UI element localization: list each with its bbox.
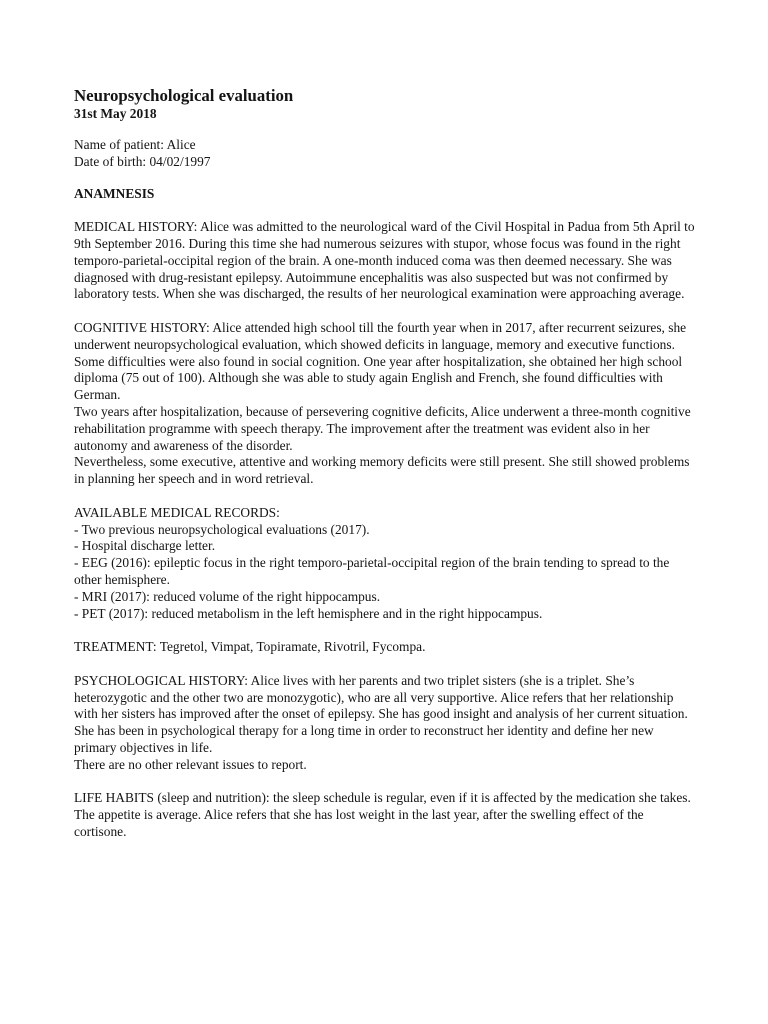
cognitive-history-paragraph: Two years after hospitalization, because of persevering cognitive deficits, Alice underwent a three-month cognitive rehabilitation programme with speech therapy. The improvement after the treatment was evident also in her autonomy and awareness of the disorder. [74,403,691,453]
treatment-paragraph: TREATMENT: Tegretol, Vimpat, Topiramate, Rivotril, Fycompa. [74,639,426,655]
psychological-history-section [74,673,698,774]
psychological-history-paragraph: There are no other relevant issues to report. [74,756,307,772]
medical-records-heading: AVAILABLE MEDICAL RECORDS: [74,504,280,520]
medical-record-item: - Hospital discharge letter. [74,538,216,554]
document-title: Neuropsychological evaluation [74,86,294,105]
medical-records-section [74,505,698,623]
cognitive-history-paragraph: Nevertheless, some executive, attentive and working memory deficits were still present. She still showed problems in planning her speech and in word retrieval. [74,454,690,487]
medical-records-list [74,522,698,623]
medical-history-paragraph: MEDICAL HISTORY: Alice was admitted to the neurological ward of the Civil Hospital in Padua from 5th April to 9th September 2016. During this time she had numerous seizures with stupor, whose focus was found in the right temporo-parietal-occipital region of the brain. A one-month induced coma was then deemed necessary. She was diagnosed with drug-resistant epilepsy. Autoimmune encephalitis was also suspected but was not confirmed by laboratory tests. When she was discharged, the results of her neurological examination were approaching average. [74,219,695,302]
life-habits-paragraph: LIFE HABITS (sleep and nutrition): the sleep schedule is regular, even if it is affected by the medication she takes. The appetite is average. Alice refers that she has lost weight in the last year, after the swelling effect of the cortisone. [74,790,691,839]
medical-history-section [74,219,698,303]
date-of-birth: Date of birth: 04/02/1997 [74,153,211,169]
medical-record-item: - MRI (2017): reduced volume of the right hippocampus. [74,588,381,604]
document-date: 31st May 2018 [74,106,157,121]
medical-record-item: - EEG (2016): epileptic focus in the right temporo-parietal-occipital region of the brain tending to spread to the other hemisphere. [74,555,670,587]
medical-record-item: - PET (2017): reduced metabolism in the left hemisphere and in the right hippocampus. [74,605,543,621]
treatment-section [74,639,698,656]
life-habits-section [74,790,698,840]
document-page [74,86,698,857]
medical-record-item: - Two previous neuropsychological evaluations (2017). [74,521,370,537]
psychological-history-paragraph: PSYCHOLOGICAL HISTORY: Alice lives with her parents and two triplet sisters (she is a triplet. She’s heterozygotic and the other two are monozygotic), who are all very supportive. Alice refers that her relationship with her sisters has improved after the onset of epilepsy. She has good insight and analysis of her current situation. She has been in psychological therapy for a long time in order to reconstruct her identity and define her new primary objectives in life. [74,672,688,755]
patient-name: Name of patient: Alice [74,136,196,152]
cognitive-history-paragraph: COGNITIVE HISTORY: Alice attended high school till the fourth year when in 2017, after recurrent seizures, she underwent neuropsychological evaluation, which showed deficits in language, memory and executive functions. Some difficulties were also found in social cognition. One year after hospitalization, she obtained her high school diploma (75 out of 100). Although she was able to study again English and French, she found difficulties with German. [74,319,687,403]
anamnesis-heading: ANAMNESIS [74,186,155,202]
cognitive-history-section [74,320,698,488]
